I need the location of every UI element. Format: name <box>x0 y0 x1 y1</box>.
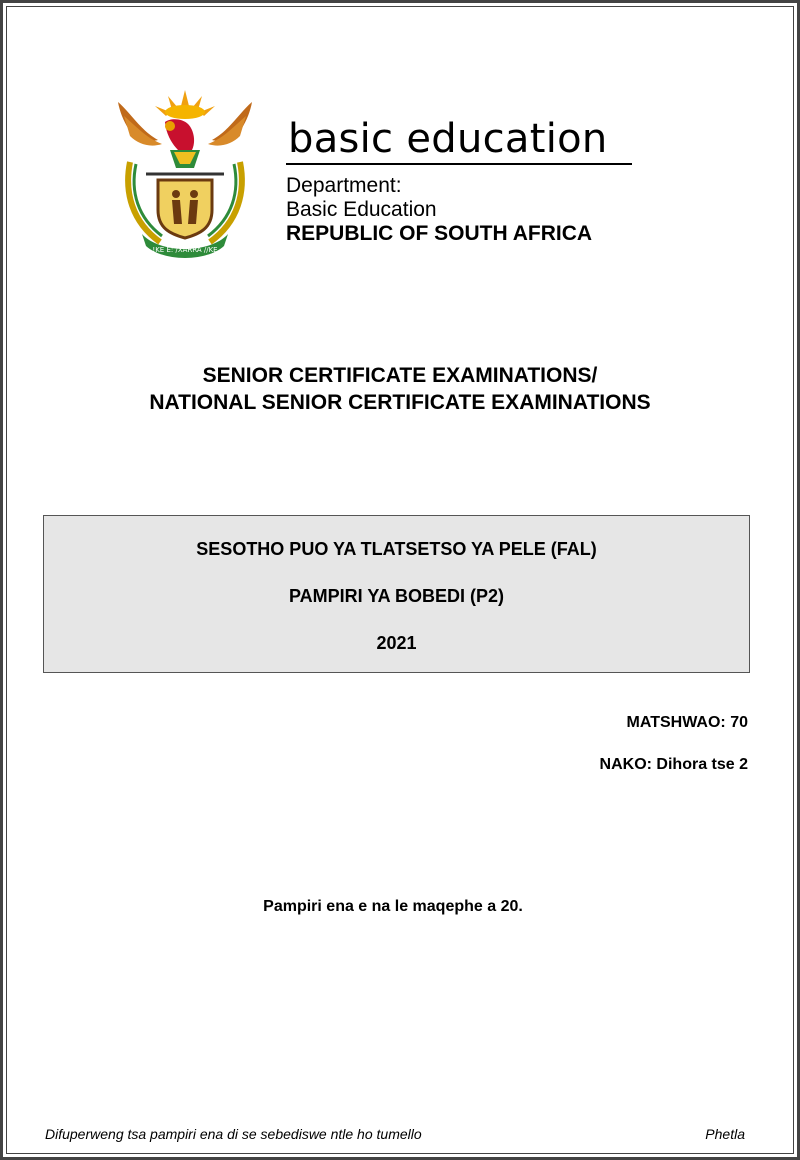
exam-duration: NAKO: Dihora tse 2 <box>599 756 748 773</box>
total-marks: MATSHWAO: 70 <box>626 714 748 731</box>
brand-title: basic education <box>288 116 608 162</box>
copyright-notice: Difuperweng tsa pampiri ena di se sebediswe ntle ho tumello <box>45 1126 422 1142</box>
paper-number: PAMPIRI YA BOBEDI (P2) <box>288 586 505 606</box>
department-branding <box>286 115 636 246</box>
exam-title-line-2: NATIONAL SENIOR CERTIFICATE EXAMINATIONS <box>149 391 651 414</box>
subject-name: SESOTHO PUO YA TLATSETSO YA PELE (FAL) <box>196 539 597 559</box>
brand-rule <box>286 163 632 165</box>
country-name: REPUBLIC OF SOUTH AFRICA <box>286 222 593 245</box>
exam-title-line-1: SENIOR CERTIFICATE EXAMINATIONS/ <box>202 364 598 387</box>
department-name: Basic Education <box>286 198 437 221</box>
department-label: Department: <box>286 174 402 197</box>
crest-motto: !KE E: /XARRA //KE <box>152 246 218 254</box>
exam-titles <box>0 362 800 416</box>
turn-over-label: Phetla <box>705 1126 745 1142</box>
coat-of-arms-logo <box>110 82 260 260</box>
exam-year: 2021 <box>376 633 417 653</box>
subject-box <box>43 515 750 673</box>
page-count-note: Pampiri ena e na le maqephe a 20. <box>263 898 523 915</box>
